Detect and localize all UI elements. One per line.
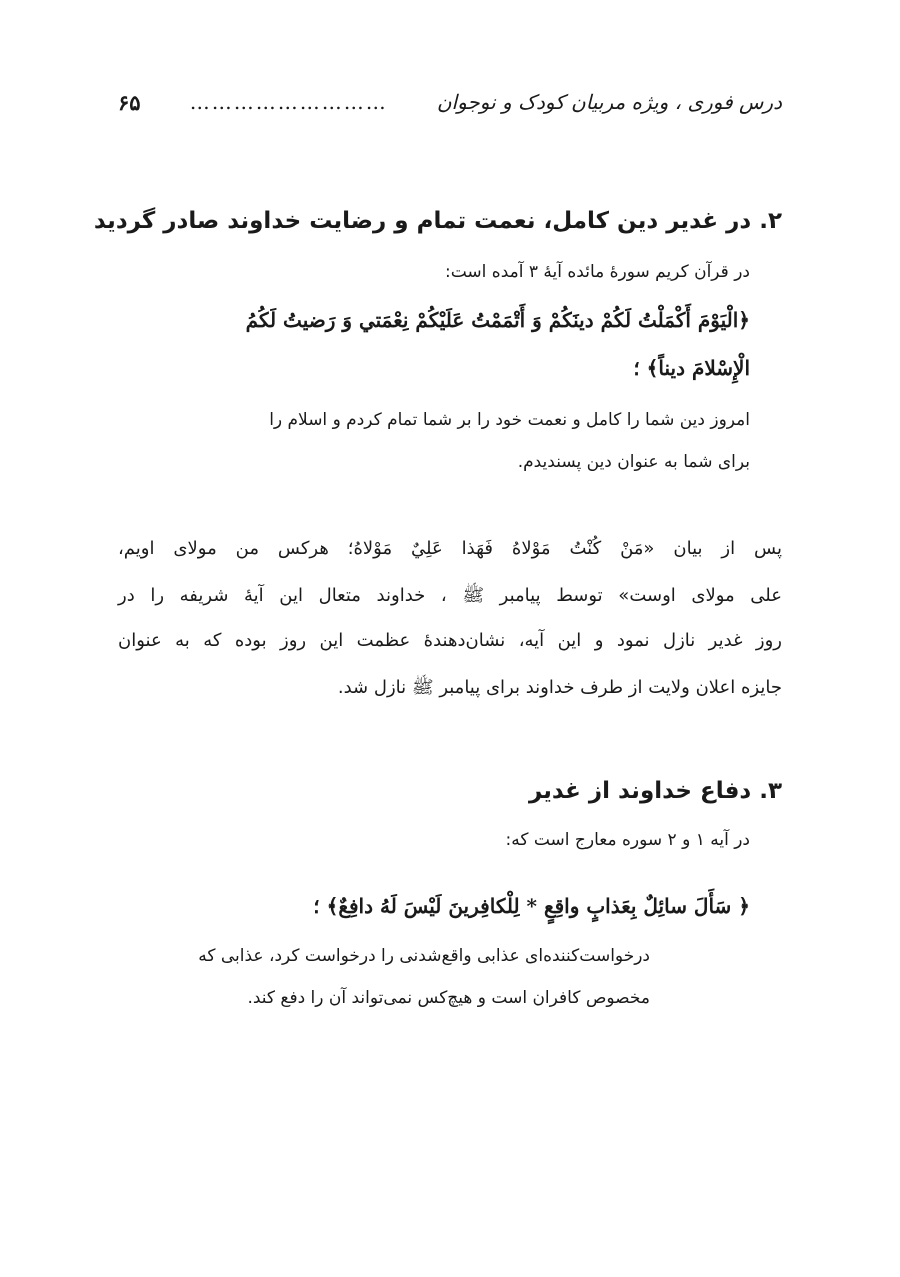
section-3-intro: در آیه ۱ و ۲ سوره معارج است که: — [505, 830, 750, 850]
running-title: درس فوری ، ویژه مربیان کودک و نوجوان — [436, 90, 782, 114]
section-2-heading: ۲. در غدیر دین کامل، نعمت تمام و رضایت خداوند صادر گردید — [93, 208, 782, 234]
maida-translation-line-2: برای شما به عنوان دین پسندیدم. — [517, 452, 750, 472]
page-header — [118, 82, 782, 122]
verse-maarij: ﴿ سَأَلَ سائِلٌ بِعَذابٍ واقِعٍ * لِلْكافِرينَ لَيْسَ لَهُ دافِعٌ﴾ ؛ — [313, 894, 750, 918]
maarij-translation-line-2: مخصوص کافران است و هیچ‌کس نمی‌تواند آن را دفع کند. — [247, 988, 650, 1008]
maarij-translation-line-1: درخواست‌کننده‌ای عذابی واقع‌شدنی را درخواست کرد، عذابی که — [198, 946, 650, 966]
paragraph-line-3: روز غدیر نازل نمود و این آیه، نشان‌دهندهٔ عظمت این روز بوده که به عنوان — [118, 630, 782, 651]
verse-maida-line-2: الْإِسْلامَ ديناً﴾ ؛ — [633, 356, 750, 380]
section-3-heading: ۳. دفاع خداوند از غدیر — [528, 778, 782, 804]
verse-maida-line-1: ﴿الْيَوْمَ أَكْمَلْتُ لَكُمْ دينَكُمْ وَ أَتْمَمْتُ عَلَيْكُمْ نِعْمَتي وَ رَضيتُ لَكُمُ — [245, 308, 750, 332]
paragraph-line-2: علی مولای اوست» توسط پیامبر ﷺ ، خداوند متعال این آیهٔ شریفه را در — [118, 585, 782, 606]
maida-translation-line-1: امروز دین شما را کامل و نعمت خود را بر شما تمام کردم و اسلام را — [269, 410, 750, 430]
section-2-intro: در قرآن کریم سورهٔ مائده آیهٔ ۳ آمده است: — [445, 262, 750, 282]
page-number: ۶۵ — [118, 89, 141, 115]
paragraph-line-1: پس از بیان «مَنْ كُنْتُ مَوْلاهُ فَهَذا عَلِيٌ مَوْلاهُ؛ هرکس من مولای اویم، — [118, 538, 782, 559]
leader-dots: ……………………… — [189, 90, 388, 114]
paragraph-line-4: جایزه اعلان ولایت از طرف خداوند برای پیامبر ﷺ نازل شد. — [337, 677, 782, 698]
